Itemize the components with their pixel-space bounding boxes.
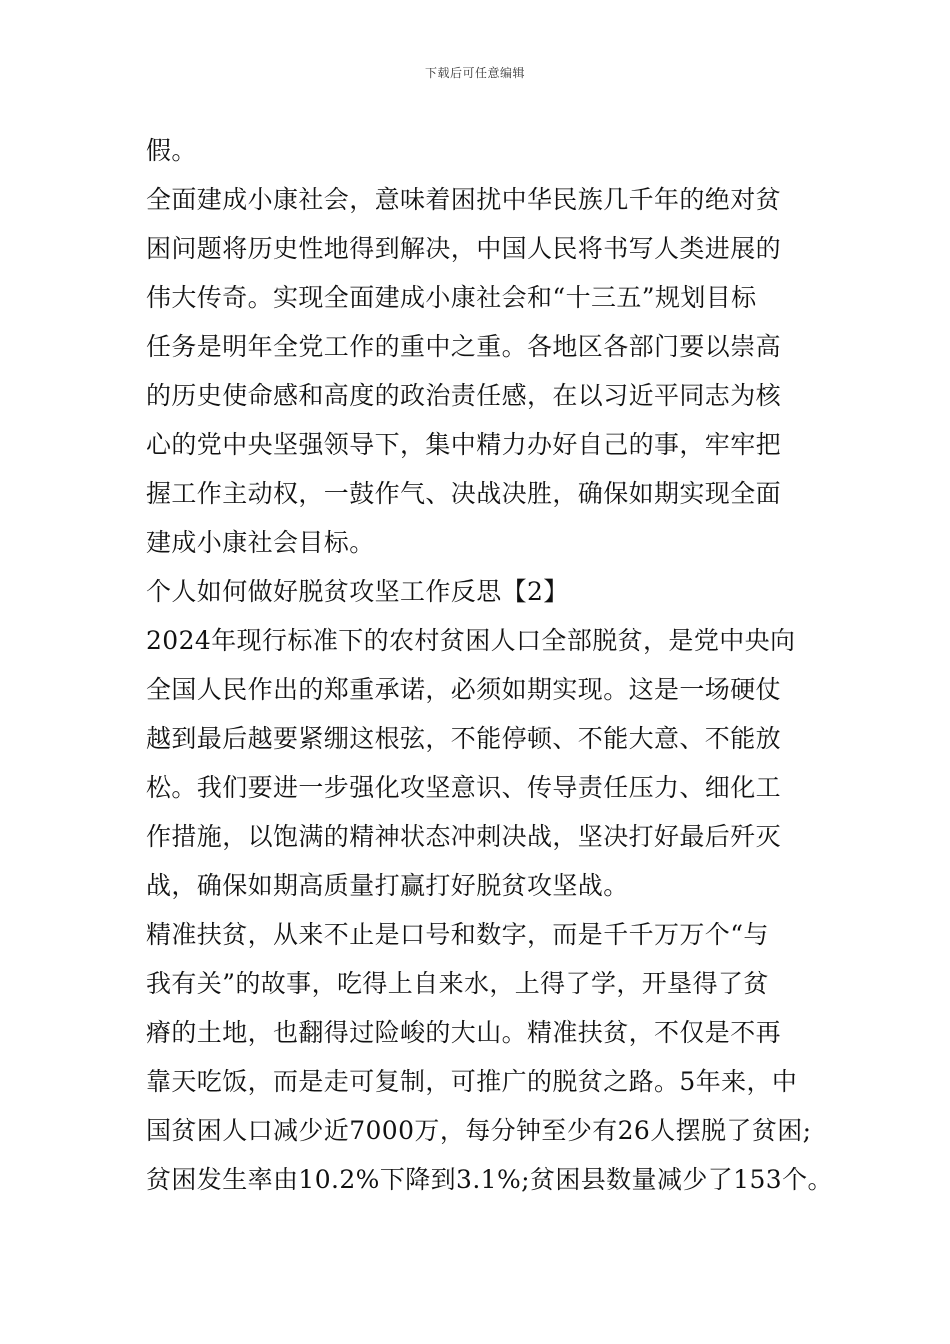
text-line: 作措施，以饱满的精神状态冲刺决战，坚决打好最后歼灭 [146,822,782,851]
text-line: 握工作主动权，一鼓作气、决战决胜，确保如期实现全面 [146,479,782,508]
text-line: 全面建成小康社会，意味着困扰中华民族几千年的绝对贫 [146,185,782,214]
text-line: 松。我们要进一步强化攻坚意识、传导责任压力、细化工 [146,773,782,802]
text-line: 国贫困人口减少近7000万，每分钟至少有26人摆脱了贫困; [146,1116,812,1145]
text-line: 心的党中央坚强领导下，集中精力办好自己的事，牢牢把 [146,430,782,459]
text-line: 的历史使命感和高度的政治责任感，在以习近平同志为核 [146,381,782,410]
text-line: 瘠的土地，也翻得过险峻的大山。精准扶贫，不仅是不再 [146,1018,782,1047]
text-line: 靠天吃饭，而是走可复制，可推广的脱贫之路。5年来，中 [146,1067,798,1096]
section-heading: 个人如何做好脱贫攻坚工作反思【2】 [146,577,569,606]
text-line: 越到最后越要紧绷这根弦，不能停顿、不能大意、不能放 [146,724,782,753]
text-line: 任务是明年全党工作的重中之重。各地区各部门要以崇高 [146,332,782,361]
text-line: 全国人民作出的郑重承诺，必须如期实现。这是一场硬仗 [146,675,782,704]
text-line: 伟大传奇。实现全面建成小康社会和“十三五”规划目标 [146,283,757,312]
text-line: 假。 [146,136,197,165]
text-line: 贫困发生率由10.2%下降到3.1%;贫困县数量减少了153个。 [146,1165,833,1194]
text-line: 建成小康社会目标。 [146,528,375,557]
text-line: 困问题将历史性地得到解决，中国人民将书写人类进展的 [146,234,782,263]
text-line: 精准扶贫，从来不止是口号和数字，而是千千万万个“与 [146,920,769,949]
page-header: 下载后可任意编辑 [424,66,525,80]
document-body [146,126,833,1204]
text-line: 2024年现行标准下的农村贫困人口全部脱贫，是党中央向 [146,626,796,655]
text-line: 我有关”的故事，吃得上自来水，上得了学，开垦得了贫 [146,969,769,998]
text-line: 战，确保如期高质量打赢打好脱贫攻坚战。 [146,871,629,900]
